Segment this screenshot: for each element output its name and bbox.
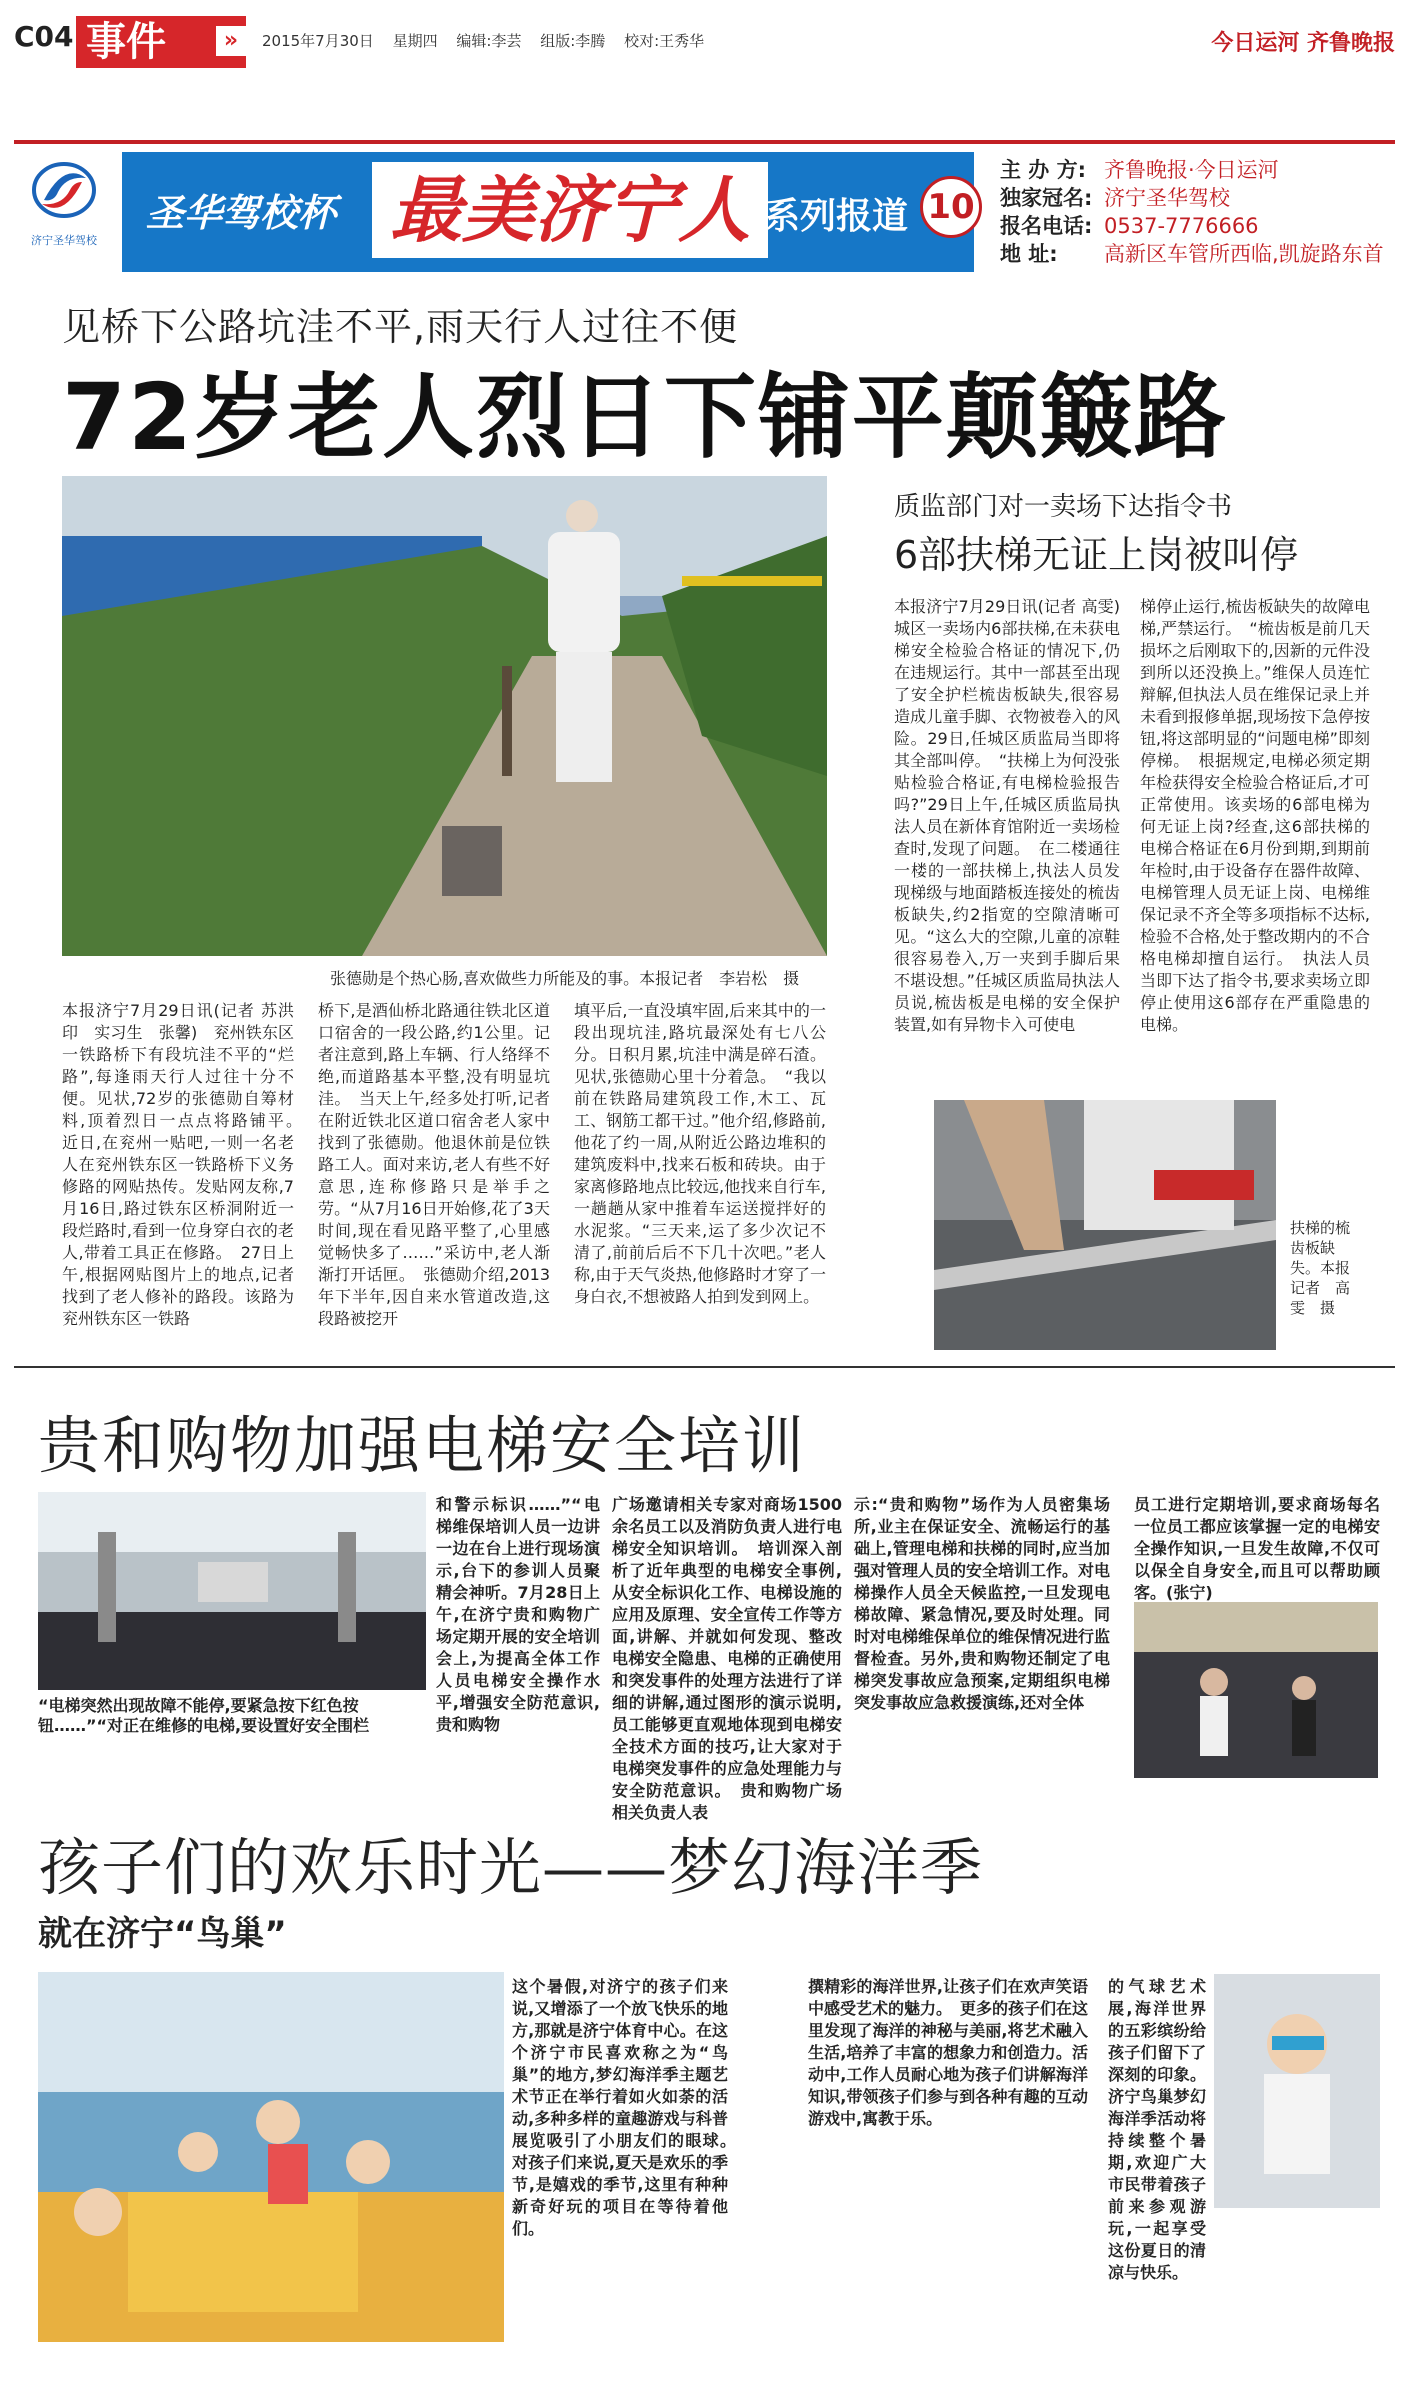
banner-title: 最美济宁人 <box>372 162 768 258</box>
story1-column-2: 桥下,是酒仙桥北路通往铁北区道口宿舍的一段公路,约1公里。记者注意到,路上车辆、行人络绎不绝,而道路基本平整,没有明显坑洼。 当天上午,经多处打听,记者在附近铁北区道口宿舍老人家中找到了张德勋。他退休前是位铁路工人。面对来访,老人有些不好意思,连称修路只是举手之劳。“从7月16日开始修,花了3天时间,现在看见路平整了,心里感觉畅快多了……”采访中,老人渐渐打开话匣。 张德勋介绍,2013年下半年,因自来水管道改造,这段路被挖开 <box>318 1001 550 1328</box>
header-rule <box>14 140 1395 144</box>
issue-weekday: 星期四 <box>392 32 438 50</box>
story1-column-3: 填平后,一直没填牢固,后来其中的一段出现坑洼,路坑最深处有七八公分。日积月累,坑洼中满是碎石渣。见状,张德勋心里十分着急。 “我以前在铁路局建筑段工作,木工、瓦工、钢筋工都干过。”他介绍,修路前,他花了约一周,从附近公路边堆积的建筑废料中,找来石板和砖块。由于家离修路地点比较远,他找来自行车,一趟趟从家中推着车运送搅拌好的水泥浆。“三天来,运了多少次记不清了,前前后后不下几十次吧。”老人称,由于天气炎热,他修路时才穿了一身白衣,不想被路人拍到发到网上。 <box>574 1001 826 1306</box>
side-column-1: 本报济宁7月29日讯(记者 高雯) 城区一卖场内6部扶梯,在未获电梯安全检验合格证的情况下,仍在违规运行。其中一部甚至出现了安全护栏梳齿板缺失,很容易造成儿童手脚、衣物被卷入的风险。29日,任城区质监局当即将其全部叫停。 “扶梯上为何没张贴检验合格证,有电梯检验报告吗?”29日上午,任城区质监局执法人员在新体育馆附近一卖场检查时,发现了问题。 在二楼通往一楼的一部扶梯上,执法人员发现梯级与地面踏板连接处的梳齿板缺失,约2指宽的空隙清晰可见。“这么大的空隙,儿童的凉鞋很容易卷入,万一夹到手脚后果不堪设想。”任城区质监局执法人员说,梳齿板是电梯的安全保护装置,如有异物卡入可使电 <box>894 597 1137 1034</box>
editor-credit: 编辑:李芸 <box>456 32 522 50</box>
story2-column-2: 广场邀请相关专家对商场1500余名员工以及消防负责人进行电梯安全知识培训。 培训深入剖析了近年典型的电梯安全事例,从安全标识化工作、电梯设施的应用及原理、安全宣传工作等方面,讲解、并就如何发现、整改电梯安全隐患、电梯的正确使用和突发事件的处理方法进行了详细的讲解,通过图形的演示说明,员工能够更直观地体现到电梯安全技术方面的技巧,让大家对于电梯突发事件的应急处理能力与安全防范意识。 贵和购物广场相关负责人表 <box>612 1495 842 1822</box>
story3-column-2: 撰精彩的海洋世界,让孩子们在欢声笑语中感受艺术的魅力。 更多的孩子们在这里发现了海洋的神秘与美丽,将艺术融入生活,培养了丰富的想象力和创造力。活动中,工作人员耐心地为孩子们讲解海洋知识,带领孩子们参与到各种有趣的互动游戏中,寓教于乐。 <box>808 1977 1089 2128</box>
story1-photo-caption: 张德勋是个热心肠,喜欢做些力所能及的事。本报记者 李岩松 摄 <box>330 969 800 988</box>
page-number: C04 <box>14 20 74 53</box>
story1-subhead: 见桥下公路坑洼不平,雨天行人过往不便 <box>62 305 739 349</box>
story2-column-1: 和警示标识……”“电梯维保培训人员一边讲一边在台上进行现场演示,台下的参训人员聚精会神听。7月28日上午,在济宁贵和购物广场定期开展的安全培训会上,为提高全体工作人员电梯安全操作水平,增强安全防范意识,贵和购物 <box>436 1495 600 1734</box>
info-sponsor: 独家冠名: 济宁圣华驾校 <box>1000 186 1230 210</box>
chevron-right-icon: » <box>216 26 246 56</box>
layout-credit: 组版:李腾 <box>540 32 606 50</box>
child-portrait-photo <box>1214 1974 1380 2208</box>
banner-series: 系列报道 <box>764 195 909 237</box>
training-hall-photo <box>38 1492 426 1690</box>
side-subhead: 质监部门对一卖场下达指令书 <box>894 492 1233 522</box>
proof-credit: 校对:王秀华 <box>624 32 705 50</box>
side-headline: 6部扶梯无证上岗被叫停 <box>894 533 1299 577</box>
info-organizer: 主 办 方: 齐鲁晚报·今日运河 <box>1000 158 1279 182</box>
header-meta <box>262 30 718 51</box>
school-logo <box>14 152 114 274</box>
staff-training-photo <box>1134 1602 1378 1778</box>
old-man-road-photo <box>62 476 827 956</box>
story3-column-3: 的气球艺术展,海洋世界的五彩缤纷给孩子们留下了深刻的印象。济宁鸟巢梦幻海洋季活动将持续整个暑期,欢迎广大市民带着孩子前来参观游玩,一起享受这份夏日的清凉与快乐。 <box>1108 1977 1206 2282</box>
story3-headline: 孩子们的欢乐时光——梦幻海洋季 <box>38 1831 984 1904</box>
story1-headline: 72岁老人烈日下铺平颠簸路 <box>62 364 1229 471</box>
info-address: 地 址: 高新区车管所西临,凯旋路东首 <box>1000 242 1384 266</box>
logo-text: 济宁圣华驾校 <box>31 234 97 247</box>
banner-cup: 圣华驾校杯 <box>146 190 337 235</box>
story2-column-4: 员工进行定期培训,要求商场每名一位员工都应该掌握一定的电梯安全操作知识,一旦发生故障,不仅可以保全自身安全,而且可以帮助顾客。(张宁) <box>1134 1495 1380 1602</box>
story2-headline: 贵和购物加强电梯安全培训 <box>38 1409 807 1482</box>
masthead-right: 今日运河 齐鲁晚报 <box>1211 31 1395 56</box>
story1-column-1: 本报济宁7月29日讯(记者 苏洪印 实习生 张馨) 兖州铁东区一铁路桥下有段坑洼不平的“烂路”,每逢雨天行人过往十分不便。见状,72岁的张德勋自筹材料,顶着烈日一点点将路铺平。 近日,在兖州一贴吧,一则一名老人在兖州铁东区一铁路桥下义务修路的网贴热传。发贴网友称,7月16日,路过铁东区桥洞附近一段烂路时,看到一位身穿白衣的老人,带着工具正在修路。 27日上午,根据网贴图片上的地点,记者找到了老人修补的路段。该路为兖州铁东区一铁路 <box>62 1001 311 1328</box>
info-phone: 报名电话: 0537-7776666 <box>1000 214 1259 238</box>
children-playing-photo <box>38 1972 504 2342</box>
series-number: 10 <box>920 176 982 238</box>
story2-column-3: 示:“贵和购物”场作为人员密集场所,业主在保证安全、流畅运行的基础上,管理电梯和扶梯的同时,应当加强对管理人员的安全培训工作。对电梯操作人员全天候监控,一旦发现电梯故障、紧急情况,要及时处理。同时对电梯维保单位的维保情况进行监督检查。另外,贵和购物还制定了电梯突发事故应急预案,定期组织电梯突发事故应急救援演练,还对全体 <box>854 1495 1111 1712</box>
escalator-photo <box>934 1100 1276 1350</box>
section-tab: 事件 <box>76 16 246 68</box>
escalator-photo-caption: 扶梯的梳齿板缺失。本报记者 高雯 摄 <box>1290 1219 1351 1317</box>
story3-column-1: 这个暑假,对济宁的孩子们来说,又增添了一个放飞快乐的地方,那就是济宁体育中心。在这个济宁市民喜欢称之为“鸟巢”的地方,梦幻海洋季主题艺术节正在举行着如火如荼的活动,多种多样的童趣游戏与科普展览吸引了小朋友们的眼球。 对孩子们来说,夏天是欢乐的季节,是嬉戏的季节,这里有种种新奇好玩的项目在等待着他们。 <box>512 1977 745 2238</box>
banner-info <box>1000 156 1395 268</box>
story3-subhead: 就在济宁“鸟巢” <box>38 1914 287 1954</box>
story2-photo-caption: “电梯突然出现故障不能停,要紧急按下红色按钮……”“对正在维修的电梯,要设置好安全围栏 <box>38 1696 370 1735</box>
section-divider <box>14 1366 1395 1368</box>
issue-date: 2015年7月30日 <box>262 32 374 50</box>
side-column-2: 梯停止运行,梳齿板缺失的故障电梯,严禁运行。 “梳齿板是前几天损坏之后刚取下的,因新的元件没到所以还没换上。”维保人员连忙辩解,但执法人员在维保记录上并未看到报修单据,现场按下急停按钮,将这部明显的“问题电梯”即刻停梯。 根据规定,电梯必须定期年检获得安全检验合格证后,才可正常使用。该卖场的6部电梯为何无证上岗?经查,这6部扶梯的电梯合格证在6月份到期,到期前年检时,由于设备存在器件故障、电梯管理人员无证上岗、电梯维保记录不齐全等多项指标不达标,检验不合格,处于整改期内的不合格电梯却擅自运行。 执法人员当即下达了指令书,要求卖场立即停止使用这6部存在严重隐患的电梯。 <box>1140 597 1370 1034</box>
